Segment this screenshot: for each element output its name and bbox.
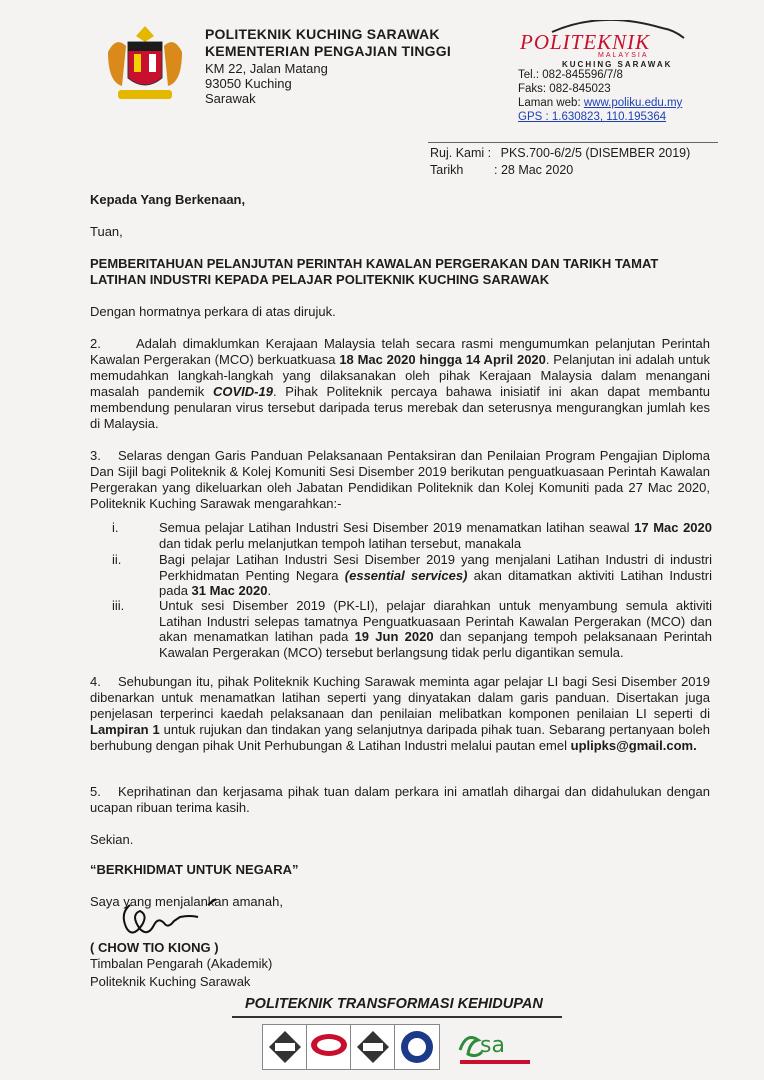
paragraph-4: 4. Sehubungan itu, pihak Politeknik Kuching Sarawak meminta agar pelajar LI bagi Sesi Disember 2019 dibenarkan untuk menamatkan latihan seperti yang dinyatakan dalam garis panduan. Disertakan juga penjelasan terperinci kaedah pelaksanaan dan penilaian melibatkan komponen penilaian LI seperti di Lampiran 1 untuk rujukan dan tindakan yang selanjutnya daripada pihak tuan. Sebarang pertanyaan boleh berhubung dengan pihak Unit Perhubungan & Latihan Industri melalui pautan emel uplipks@gmail.com.	[90, 674, 711, 753]
letter-title: PEMBERITAHUAN PELANJUTAN PERINTAH KAWALAN PERGERAKAN DAN TARIKH TAMAT LATIHAN INDUSTRI KEPADA PELAJAR POLITEKNIK KUCHING SARAWAK	[90, 256, 659, 287]
amanah-line: Saya yang menjalankan amanah,	[90, 894, 283, 909]
essa-logo-icon	[452, 1022, 542, 1072]
ref-label: Ruj. Kami :	[430, 146, 492, 160]
tel: Tel.: 082-845596/7/8	[518, 69, 623, 81]
org-name: POLITEKNIK KUCHING SARAWAK	[205, 26, 440, 42]
ref-line	[430, 146, 690, 160]
gps-link[interactable]: GPS : 1.630823, 110.195364	[518, 111, 667, 123]
date-line	[430, 163, 574, 177]
date-label: Tarikh	[430, 163, 464, 177]
web-line	[518, 97, 682, 109]
paragraph-3: 3. Selaras dengan Garis Panduan Pelaksanaan Pentaksiran dan Penilaian Program Pengajian Diploma Dan Sijil bagi Politeknik & Kolej Komuniti Sesi Disember 2019 berikutan penguatkuasaan Perintah Kawalan Pergerakan yang dikeluarkan oleh Jabatan Pendidikan Politeknik dan Kolej Komuniti pada 27 Mac 2020, Politeknik Kuching Sarawak mengarahkan:-	[90, 448, 710, 511]
paragraph-5: 5. Keprihatinan dan kerjasama pihak tuan dalam perkara ini amatlah dihargai dan didahulukan dengan ucapan ribuan terima kasih.	[90, 784, 710, 815]
tuan: Tuan,	[90, 224, 123, 239]
address-line: KM 22, Jalan Matang	[205, 61, 328, 76]
signatory-institution: Politeknik Kuching Sarawak	[90, 974, 251, 989]
address-line: 93050 Kuching	[205, 76, 292, 91]
web-link[interactable]: www.poliku.edu.my	[583, 97, 683, 109]
sirim-cert-icon	[350, 1024, 396, 1070]
divider	[428, 142, 718, 143]
web-label: Laman web:	[518, 97, 584, 109]
signatory-name: ( CHOW TIO KIONG )	[90, 940, 219, 955]
paragraph-2: 2. Adalah dimaklumkan Kerajaan Malaysia telah secara rasmi mengumumkan pelanjutan Perintah Kawalan Pergerakan (MCO) berkuatkuasa 18 Mac 2020 hingga 14 April 2020. Pelanjutan ini adalah untuk memudahkan langkah-langkah yang dilaksanakan oleh pihak Kerajaan Malaysia dalam menangani masalah pandemik COVID-19. Pihak Politeknik percaya bahawa inisiatif ini akan dapat membantu membendung penularan virus tersebut daripada terus merebak dan seterusnya mengurangkan jumlah kes di Malaysia.	[90, 336, 710, 431]
closing: Sekian.	[90, 832, 134, 847]
salutation: Kepada Yang Berkenaan,	[90, 192, 246, 207]
standard-cert-icon	[306, 1024, 352, 1070]
footer-slogan: POLITEKNIK TRANSFORMASI KEHIDUPAN	[245, 996, 543, 1012]
malaysia-crest-icon	[98, 22, 192, 104]
signatory-position: Timbalan Pengarah (Akademik)	[90, 956, 273, 971]
motto: “BERKHIDMAT UNTUK NEGARA”	[90, 862, 299, 877]
date-value: : 28 Mac 2020	[494, 163, 574, 177]
iso-cert-icon	[262, 1024, 308, 1070]
iqnet-cert-icon	[394, 1024, 440, 1070]
logo-campus: KUCHING SARAWAK	[562, 60, 673, 69]
footer-divider	[232, 1016, 562, 1018]
logo-subtext: MALAYSIA	[598, 52, 649, 59]
logo-text: POLITEKNIK	[520, 30, 651, 54]
email-link[interactable]: uplipks@gmail.com.	[570, 738, 697, 753]
list-item: iii. Untuk sesi Disember 2019 (PK-LI), pelajar diarahkan untuk menyambung semula aktiviti Latihan Industri selepas tamatnya Penguatkuasaan Perintah Kawalan Pergerakan (MCO) dan akan menamatkan latihan pada 19 Jun 2020 dan sepanjang tempoh pelaksanaan Perintah Kawalan Pergerakan (MCO) tersebut berlangsung tidak perlu digantikan semula.	[112, 598, 713, 660]
opening-line: Dengan hormatnya perkara di atas dirujuk.	[90, 304, 336, 319]
ministry-name: KEMENTERIAN PENGAJIAN TINGGI	[205, 43, 451, 59]
ref-value: PKS.700-6/2/5 (DISEMBER 2019)	[500, 146, 691, 160]
faks: Faks: 082-845023	[518, 83, 611, 95]
address-line: Sarawak	[205, 91, 256, 106]
list-item: ii. Bagi pelajar Latihan Industri Sesi Disember 2019 yang menjalani Latihan Industri di industri Perkhidmatan Penting Negara (essential services) akan ditamatkan aktiviti Latihan Industri pada 31 Mac 2020.	[112, 552, 712, 598]
list-item: i. Semua pelajar Latihan Industri Sesi Disember 2019 menamatkan latihan seawal 17 Mac 2020 dan tidak perlu melanjutkan tempoh latihan tersebut, manakala	[112, 520, 712, 551]
svg-text:sa: sa	[480, 1033, 505, 1058]
